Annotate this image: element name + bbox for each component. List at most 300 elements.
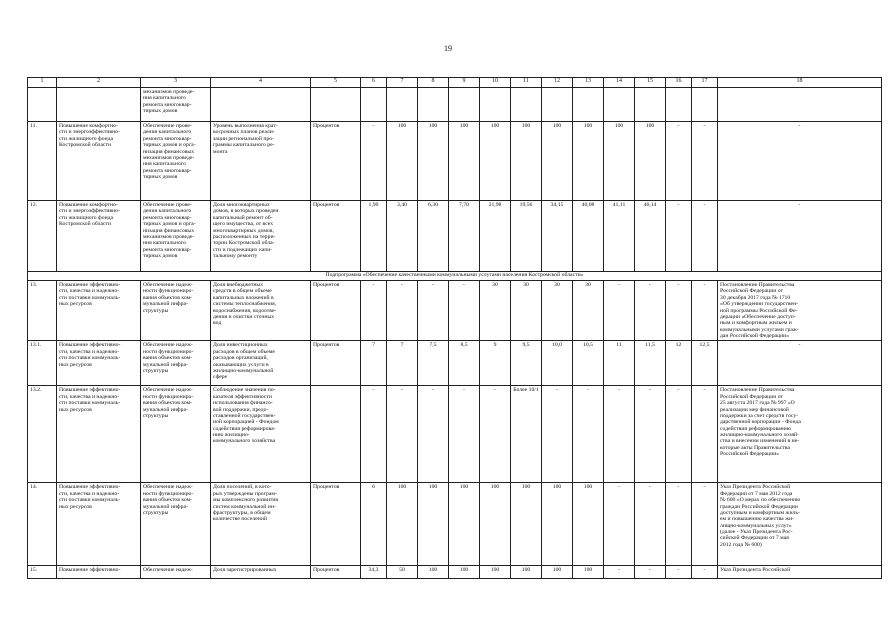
header-row [28,78,882,88]
indicator-name-line: капитальный ремонт об- [213,214,273,221]
goal-name-line: сти жилищного фонда [59,214,114,221]
header-col-3: 3 [141,78,211,88]
goal-name [57,483,141,566]
empty-cell [311,88,361,122]
indicators-table [27,77,882,579]
measure-name-line: Обеспечение надеж- [143,342,193,349]
measure-name-line: тирных домов и орга- [143,142,196,149]
empty-cell [604,88,635,122]
value-cell: - [666,122,692,201]
source-document-line: дан Российской Федерации» [720,333,790,339]
header-col-7: 7 [387,78,418,88]
value-cell: - [666,281,692,341]
source-document-line: Федерации от 7 мая 2012 года [720,490,793,497]
subprogram-title: Подпрограмма «Обеспечение качественными коммунальными услугами населения Костромской области» [28,272,882,281]
empty-cell [542,88,573,122]
page-number: 19 [444,44,452,53]
source-document [718,566,882,579]
value-cell: 41,11 [604,201,635,272]
measure-name-line: низация финансовых [143,227,195,234]
measure-name-line: низация финансовых [143,148,195,155]
indicator-name-line: системы теплоснабжения, [213,301,277,308]
source-document-line: граждан Российской Федерации [720,503,798,510]
indicator-name-line: тории Костромской обла- [213,240,275,247]
value-cell: 100 [542,483,573,566]
source-document-line: Российской Федерации от [720,288,783,295]
value-cell: 100 [604,122,635,201]
row-number: 11. [28,122,57,201]
header-col-12: 12 [542,78,573,88]
goal-name [57,122,141,201]
indicator-name-line: сти и подлежащих капи- [213,246,273,253]
row-number: 13.1. [28,341,57,386]
table-row [28,566,882,579]
value-cell: 100 [480,566,511,579]
row-number: 15. [28,566,57,579]
measure-name-line: Обеспечение надеж- [143,484,193,491]
indicator-name-line: водоснабжения, водоотве- [213,307,277,314]
indicator-name-line: средств в общем объеме [213,288,272,295]
measure-name-line: механизмов проведе- [143,154,195,161]
subprogram-row [28,272,882,281]
indicator-name-line: дения и очистки сточных [213,313,275,320]
value-cell: 100 [480,483,511,566]
header-col-18: 18 [718,78,882,88]
goal-name-line: сти поставки коммуналь- [59,294,121,301]
source-document-line: (далее - Указ Президента Рос- [720,529,793,535]
value-cell: 7 [387,341,418,386]
measure-name-line: вания объектов ком- [143,400,193,407]
empty-cell [666,88,692,122]
value-cell: 100 [573,566,604,579]
source-document-line: лищно-коммунальных услуг» [720,522,792,529]
value-cell: - [666,483,692,566]
source-document-line: коммунальными услугами граж- [720,326,799,333]
continuation-row [28,88,882,122]
header-col-10: 10 [480,78,511,88]
measure-name-line: дения капитального [143,208,192,215]
value-cell: - [449,386,480,483]
value-cell: 30 [573,281,604,341]
source-document [718,281,882,341]
indicator-name [211,566,311,579]
measure-name [141,386,211,483]
value-cell: 40,08 [573,201,604,272]
value-cell: - [692,386,718,483]
value-cell: - [635,483,666,566]
empty-cell [718,88,882,122]
indicator-name [211,341,311,386]
empty-cell [28,88,57,122]
empty-cell [418,88,449,122]
value-cell: 9 [480,341,511,386]
indicator-name-line: капитальных вложений в [213,294,274,301]
goal-name-line: ных ресурсов [59,361,92,368]
value-cell: 30 [542,281,573,341]
table-row [28,281,882,341]
source-document-line: ства и внесении изменений в не- [720,438,800,445]
indicator-name-line: сфере [213,374,228,381]
goal-name-line: сти и энергоэффективно- [59,208,120,215]
value-cell: 12,5 [692,341,718,386]
source-document-line: жилищно-коммунального хозяй- [720,432,799,438]
header-col-14: 14 [604,78,635,88]
indicator-name-line: граммы капитального ре- [213,142,275,149]
indicator-name-line: рых утверждены програм- [213,490,277,497]
indicator-name-line: Доля поселений, в кото- [213,484,272,491]
header-col-5: 5 [311,78,361,88]
header-col-9: 9 [449,78,480,88]
value-cell: 6 [361,483,387,566]
indicator-name-line: косрочных планов реали- [213,129,275,136]
table-row [28,341,882,386]
measure-name-line: механизмов проведе- [143,233,195,240]
indicator-name-line: использования финансо- [213,400,273,407]
indicator-name [211,483,311,566]
measure-name-line: ремонта многоквар- [143,167,192,174]
header-col-4: 4 [211,78,311,88]
row-number: 13.2. [28,386,57,483]
value-cell: - [542,386,573,483]
value-cell: 11 [604,341,635,386]
indicator-name-line: содействия реформирова- [213,425,276,432]
measure-name-line: ния капитального [143,240,186,247]
indicator-name-line: казателя эффективности [213,393,272,400]
goal-name-line: сти поставки коммуналь- [59,497,121,504]
measure-name [141,341,211,386]
source-document-line: доступным и комфортным жиль- [720,509,800,516]
measure-name-line: тирных домов [143,253,178,259]
measure-name-line: мунальной инфра- [143,406,188,413]
goal-name-line: ных ресурсов [59,503,92,510]
indicator-name-line: количестве поселений [213,516,267,523]
empty-cell [573,88,604,122]
measure-name-line: ния капитального [143,161,186,168]
value-cell: Более 10/1 [511,386,542,483]
indicator-name [211,386,311,483]
value-cell: - [635,566,666,579]
source-document-line: сийской Федерации от 7 мая [720,535,789,542]
value-cell: - [573,386,604,483]
value-cell: 100 [511,566,542,579]
indicator-name [211,201,311,272]
value-cell: - [387,386,418,483]
indicator-name-line: фраструктуры, в общем [213,509,271,516]
unit: Процентов [311,201,361,272]
indicator-name-line: монта [213,148,228,155]
measure-name-line: ремонта многоквар- [143,135,192,142]
indicator-name-line: тальному ремонту [213,253,258,259]
value-cell: - [604,281,635,341]
value-cell: - [361,122,387,201]
source-document [718,341,882,386]
value-cell: - [418,281,449,341]
goal-name-line: Повышение эффективно- [59,282,121,288]
empty-cell [511,88,542,122]
goal-name-line: сти, качества и надежно- [59,490,120,497]
goal-name-line: Повышение эффективно- [59,567,121,574]
value-cell: 10,0 [542,341,573,386]
source-document-line: поддержки за счет средств госу- [720,412,799,419]
source-document-line: ной программы Российской Фе- [720,307,798,314]
header-col-6: 6 [361,78,387,88]
source-document-line: 30 декабря 2017 года № 1710 [720,294,791,301]
indicator-name-line: Доля инвестиционных [213,342,268,349]
source-document-line: Российской Федерации» [720,451,780,458]
source-document-line: ным и комфортным жильем и [720,320,792,327]
value-cell: - [666,201,692,272]
measure-name [141,483,211,566]
measure-name-line: вания объектов ком- [143,497,193,504]
measure-name-line: ности функциониро- [143,348,194,355]
source-document-line: 25 августа 2017 года № 997 «О [720,400,795,407]
source-document [718,386,882,483]
goal-name-line: сти, качества и надежно- [59,393,120,400]
measure-name-line: структуры [143,509,169,516]
value-cell: 100 [573,122,604,201]
measure-name-line: вания объектов ком- [143,355,193,362]
empty-cell [211,88,311,122]
indicator-name-line: домов, в которых проведен [213,208,279,215]
indicator-name-line: коммунального хозяйства [213,438,276,445]
continuation-measure-line: тирных домов [143,108,178,115]
goal-name [57,341,141,386]
unit [311,386,361,483]
value-cell: 100 [480,122,511,201]
goal-name-line: Повышение эффективно- [59,387,121,394]
measure-name-line: Обеспечение надеж- [143,387,193,394]
value-cell: 7,70 [449,201,480,272]
value-cell: 100 [418,122,449,201]
source-document-line: - [798,123,801,129]
goal-name-line: Повышение эффективно- [59,484,121,491]
value-cell: 100 [387,483,418,566]
indicator-name-line: многоквартирных домов, [213,227,274,234]
indicator-name-line: щего имущества, от всех [213,221,274,228]
indicator-name-line: Доля зарегистрированных [213,567,277,574]
value-cell: 100 [635,122,666,201]
value-cell: 34,15 [542,201,573,272]
source-document-line: реализации мер финансовой [720,406,789,413]
goal-name-line: Костромской области [59,142,112,149]
unit: Процентов [311,122,361,201]
goal-name [57,566,141,579]
source-document-line: Постановление Правительства [720,282,795,288]
value-cell: 100 [449,483,480,566]
header-col-1: 1 [28,78,57,88]
value-cell: - [604,386,635,483]
source-document-line: 2012 года № 600) [720,541,762,548]
value-cell: - [692,201,718,272]
value-cell: - [361,386,387,483]
value-cell: 6,30 [418,201,449,272]
measure-name-line: ремонта многоквар- [143,246,192,253]
header-col-15: 15 [635,78,666,88]
unit: Процентов [311,281,361,341]
measure-name-line: ности функциониро- [143,490,194,497]
goal-name-line: сти и энергоэффективно- [59,129,120,136]
source-document-line: - [798,202,801,208]
indicator-name-line: оказывающих услуги в [213,361,269,368]
row-number: 14. [28,483,57,566]
indicator-name-line: расположенных на терри- [213,233,276,240]
indicator-name-line: вой поддержки, предо- [213,406,269,413]
header-col-8: 8 [418,78,449,88]
measure-name-line: структуры [143,307,169,314]
continuation-measure-line: ния капитального [143,95,186,102]
value-cell: 30 [480,281,511,341]
value-cell: - [692,281,718,341]
measure-name-line: Обеспечение надеж- [143,282,193,288]
value-cell: - [604,566,635,579]
indicator-name [211,122,311,201]
row-number: 12. [28,201,57,272]
value-cell: 100 [573,483,604,566]
unit: Процентов [311,566,361,579]
value-cell: - [387,281,418,341]
indicator-name-line: ставленной государствен- [213,412,276,419]
measure-name-line: тирных домов [143,174,178,180]
empty-cell [449,88,480,122]
value-cell: 50 [387,566,418,579]
indicator-name-line: Соблюдение значения по- [213,387,276,394]
measure-name-line: Обеспечение надеж- [143,567,193,574]
goal-name-line: ных ресурсов [59,406,92,413]
indicator-name-line: вод [213,320,222,327]
value-cell: - [361,281,387,341]
header-col-13: 13 [573,78,604,88]
indicator-name-line: систем коммунальной ин- [213,503,276,510]
header-col-11: 11 [511,78,542,88]
measure-name-line: структуры [143,367,169,374]
value-cell: 100 [511,483,542,566]
empty-cell [480,88,511,122]
value-cell: 9,5 [511,341,542,386]
value-cell: 46,14 [635,201,666,272]
source-document-line: Указ Президента Российской [720,484,791,491]
value-cell: 30 [511,281,542,341]
measure-name [141,122,211,201]
source-document-line: Постановление Правительства [720,387,795,394]
goal-name-line: сти, качества и надежно- [59,288,120,295]
goal-name-line: сти жилищного фонда [59,135,114,142]
source-document-line: дарственной корпорации - Фонда [720,419,801,426]
indicator-name-line: жилищно-коммунальной [213,367,274,374]
source-document-line: ем и повышению качества жи- [720,516,795,523]
goal-name-line: Костромской области [59,221,112,228]
indicators-table-sheet [27,77,853,633]
value-cell: 100 [418,483,449,566]
value-cell: 1,90 [361,201,387,272]
value-cell: - [418,386,449,483]
source-document-line: № 600 «О мерах по обеспечению [720,497,801,504]
source-document [718,122,882,201]
empty-cell [692,88,718,122]
measure-name-line: тирных домов и орга- [143,221,196,228]
table-row [28,122,882,201]
unit: Процентов [311,483,361,566]
table-row [28,483,882,566]
value-cell: - [449,281,480,341]
source-document-line: которые акты Правительства [720,444,790,451]
measure-name-line: мунальной инфра- [143,361,188,368]
value-cell: 7 [361,341,387,386]
goal-name-line: сти поставки коммуналь- [59,355,121,362]
goal-name [57,201,141,272]
source-document [718,483,882,566]
indicator-name-line: расходов в общем объеме [213,348,275,355]
goal-name-line: Повышение эффективно- [59,342,121,349]
source-document-line: содействия реформированию [720,425,791,432]
value-cell: 10,5 [573,341,604,386]
value-cell: 21,98 [480,201,511,272]
value-cell: 34,3 [361,566,387,579]
value-cell: 19,56 [511,201,542,272]
indicator-name-line: нию жилищно- [213,432,250,438]
goal-name-line: Повышение комфортно- [59,202,118,208]
empty-cell [361,88,387,122]
source-document-line: Российской Федерации от [720,393,783,400]
indicator-name-line: Доля внебюджетных [213,282,264,288]
value-cell: 8,5 [449,341,480,386]
value-cell: 100 [542,566,573,579]
goal-name [57,281,141,341]
measure-name-line: мунальной инфра- [143,503,188,510]
value-cell: - [635,281,666,341]
measure-name-line: ности функциониро- [143,393,194,400]
value-cell: - [666,566,692,579]
value-cell: 11,5 [635,341,666,386]
goal-name-line: ных ресурсов [59,301,92,308]
source-document-line: - [798,342,801,349]
indicator-name-line: расходов организаций, [213,355,268,362]
value-cell: - [635,386,666,483]
measure-name-line: мунальной инфра- [143,301,188,308]
value-cell: 100 [542,122,573,201]
measure-name-line: дения капитального [143,129,192,136]
goal-name-line: Повышение комфортно- [59,123,118,129]
value-cell: 100 [418,566,449,579]
measure-name-line: вания объектов ком- [143,294,193,301]
value-cell: - [692,122,718,201]
measure-name-line: ности функциониро- [143,288,194,295]
continuation-measure [141,88,211,122]
measure-name [141,201,211,272]
continuation-measure-line: ремонта многоквар- [143,101,192,108]
header-col-17: 17 [692,78,718,88]
value-cell: 100 [449,122,480,201]
header-col-2: 2 [57,78,141,88]
indicator-name-line: Уровень выполнения крат- [213,123,278,129]
measure-name-line: ремонта многоквар- [143,214,192,221]
continuation-measure-line: механизмов проведе- [143,89,195,95]
source-document-line: «Об утверждении государствен- [720,301,799,308]
value-cell: - [692,566,718,579]
value-cell: - [604,483,635,566]
value-cell: 100 [387,122,418,201]
measure-name [141,566,211,579]
indicator-name-line: ной корпорацией - Фондом [213,419,279,426]
row-number: 13. [28,281,57,341]
indicator-name-line: Доля многоквартирных [213,202,270,208]
empty-cell [387,88,418,122]
source-document [718,201,882,272]
source-document-line: дерации «Обеспечение доступ- [720,313,796,320]
indicator-name-line: мы комплексного развития [213,497,279,504]
value-cell: 7,5 [418,341,449,386]
goal-name [57,386,141,483]
measure-name [141,281,211,341]
